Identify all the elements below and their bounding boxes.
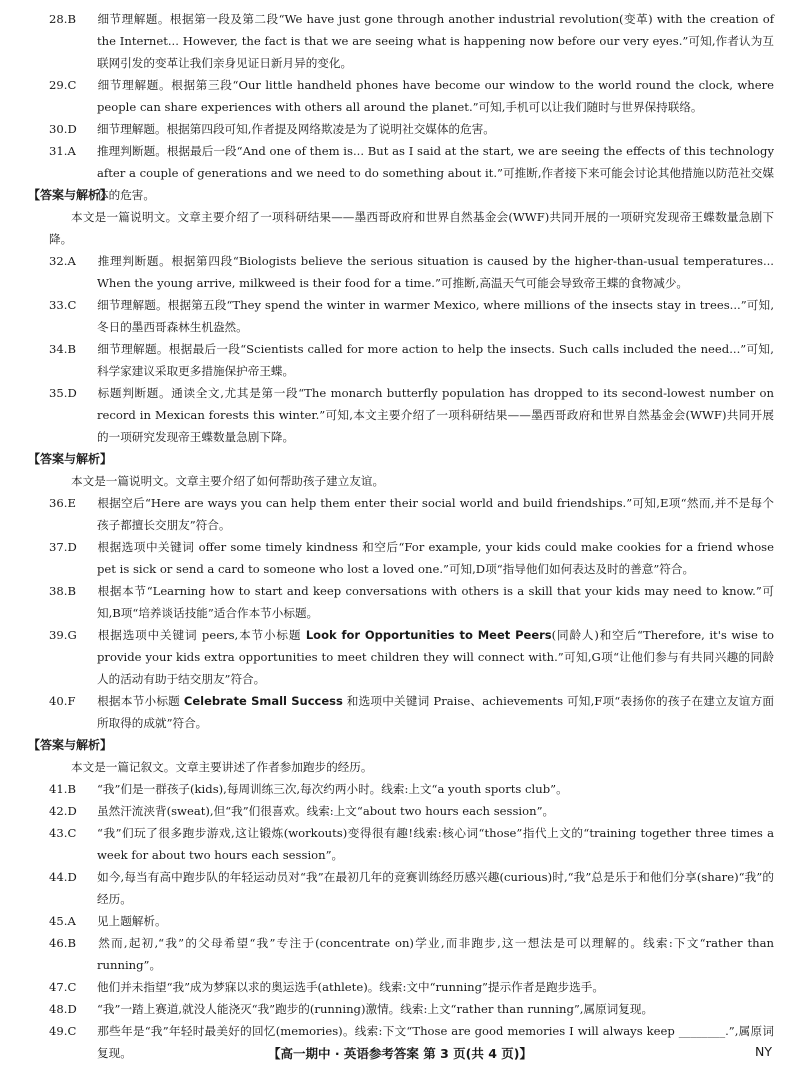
answer-item-28: 28.B 细节理解题。根据第一段及第二段“We have just gone through another industrial revolution(变革) with the creation of the Internet... However, the fact is that we are seeing what is happening now before our very eyes.”可知,作者认为互联网引发的变革让我们亲身见证日新月异的变化。	[49, 12, 774, 70]
answer-item-31: 31.A 推理判断题。根据最后一段“And one of them is... But as I said at the start, we are seeing the effects of this technology after a couple of generations and we need to do something about it.”可推断,作者接下来可能会讨论其他措施以防范社交媒体的危害。	[49, 144, 774, 202]
section-heading-2: 【答案与解析】	[28, 452, 113, 466]
answer-item-35: 35.D 标题判断题。通读全文,尤其是第一段“The monarch butterfly population has dropped to its second-lowest number on record in Mexican forests this winter.”可知,本文主要介绍了一项科研结果——墨西哥政府和世界自然基金会(WWF)共同开展的一项研究发现帝王蝶数量急剧下降。	[49, 386, 774, 444]
answer-item-40: 40.F 根据本节小标题 Celebrate Small Success 和选项中关键词 Praise、achievements 可知,F项“表扬你的孩子在建立友谊方面所取得的成就”符合。	[49, 694, 774, 730]
answer-item-30: 30.D 细节理解题。根据第四段可知,作者提及网络欺凌是为了说明社交媒体的危害。	[49, 122, 495, 136]
passage-intro-1: 本文是一篇说明文。文章主要介绍了一项科研结果——墨西哥政府和世界自然基金会(WWF)共同开展的一项研究发现帝王蝶数量急剧下降。	[49, 210, 774, 246]
answer-item-36: 36.E 根据空后“Here are ways you can help them enter their social world and build friendships.”可知,E项“然而,并不是每个孩子都擅长交朋友”符合。	[49, 496, 774, 532]
passage-intro-3: 本文是一篇记叙文。文章主要讲述了作者参加跑步的经历。	[71, 760, 373, 774]
answer-item-42: 42.D 虽然汗流浃背(sweat),但“我”们很喜欢。线索:上文“about two hours each session”。	[49, 804, 555, 818]
subheading-keyword: Look for Opportunities to Meet Peers	[305, 628, 552, 642]
answer-item-32: 32.A 推理判断题。根据第四段“Biologists believe the serious situation is caused by the higher-than-usual temperatures... When the young arrive, milkweed is their food for a time.”可推断,高温天气可能会导致帝王蝶的食物减少。	[49, 254, 774, 290]
answer-item-43: 43.C “我”们玩了很多跑步游戏,这让锻炼(workouts)变得很有趣!线索:核心词“those”指代上文的“training together three times a week for about two hours each session”。	[49, 826, 774, 862]
answer-item-29: 29.C 细节理解题。根据第三段“Our little handheld phones have become our window to the world round the clock, where people can share experiences with others all around the planet.”可知,手机可以让我们随时与世界保持联络。	[49, 78, 774, 114]
answer-item-37: 37.D 根据选项中关键词 offer some timely kindness 和空后“For example, your kids could make cookies for a friend whose pet is sick or send a card to someone who lost a loved one.”可知,D项“指导他们如何表达及时的善意”符合。	[49, 540, 774, 576]
answer-item-41: 41.B “我”们是一群孩子(kids),每周训练三次,每次约两小时。线索:上文“a youth sports club”。	[49, 782, 568, 796]
answer-item-44: 44.D 如今,每当有高中跑步队的年轻运动员对“我”在最初几年的竞赛训练经历感兴趣(curious)时,“我”总是乐于和他们分享(share)“我”的经历。	[49, 870, 774, 906]
page-footer	[0, 1044, 800, 1066]
passage-intro-2: 本文是一篇说明文。文章主要介绍了如何帮助孩子建立友谊。	[71, 474, 385, 488]
footer-page-info: 【高一期中 · 英语参考答案 第 3 页(共 4 页)】	[267, 1046, 533, 1061]
section-heading-1: 【答案与解析】	[28, 188, 113, 202]
section-heading-3: 【答案与解析】	[28, 738, 113, 752]
answer-item-49: 49.C 那些年是“我”年轻时最美好的回忆(memories)。线索:下文“Those are good memories I will always keep ________.”,属原词复现。	[49, 1024, 774, 1060]
answer-item-34: 34.B 细节理解题。根据最后一段“Scientists called for more action to help the insects. Such calls included the need...”可知,科学家建议采取更多措施保护帝王蝶。	[49, 342, 774, 378]
footer-code: NY	[755, 1044, 772, 1059]
answer-item-46: 46.B 然而,起初,“我”的父母希望“我”专注于(concentrate on)学业,而非跑步,这一想法是可以理解的。线索:下文“rather than running”。	[49, 936, 774, 972]
subheading-keyword: Celebrate Small Success	[183, 694, 343, 708]
answer-item-39: 39.G 根据选项中关键词 peers,本节小标题 Look for Opportunities to Meet Peers(同龄人)和空后“Therefore, it's wise to provide your kids extra opportunities to meet children they will connect with.”可知,G项“让他们参与有共同兴趣的同龄人的活动有助于结交朋友”符合。	[49, 628, 774, 686]
answer-item-33: 33.C 细节理解题。根据第五段“They spend the winter in warmer Mexico, where millions of the insects stay in trees...”可知,冬日的墨西哥森林生机盎然。	[49, 298, 774, 334]
answer-item-38: 38.B 根据本节“Learning how to start and keep conversations with others is a skill that your kids may need to know.”可知,B项“培养谈话技能”适合作本节小标题。	[49, 584, 774, 620]
answer-item-48: 48.D “我”一踏上赛道,就没人能浇灭“我”跑步的(running)激情。线索:上文“rather than running”,属原词复现。	[49, 1002, 654, 1016]
answer-item-45: 45.A 见上题解析。	[49, 914, 167, 928]
answer-item-47: 47.C 他们并未指望“我”成为梦寐以求的奥运选手(athlete)。线索:文中“running”提示作者是跑步选手。	[49, 980, 604, 994]
